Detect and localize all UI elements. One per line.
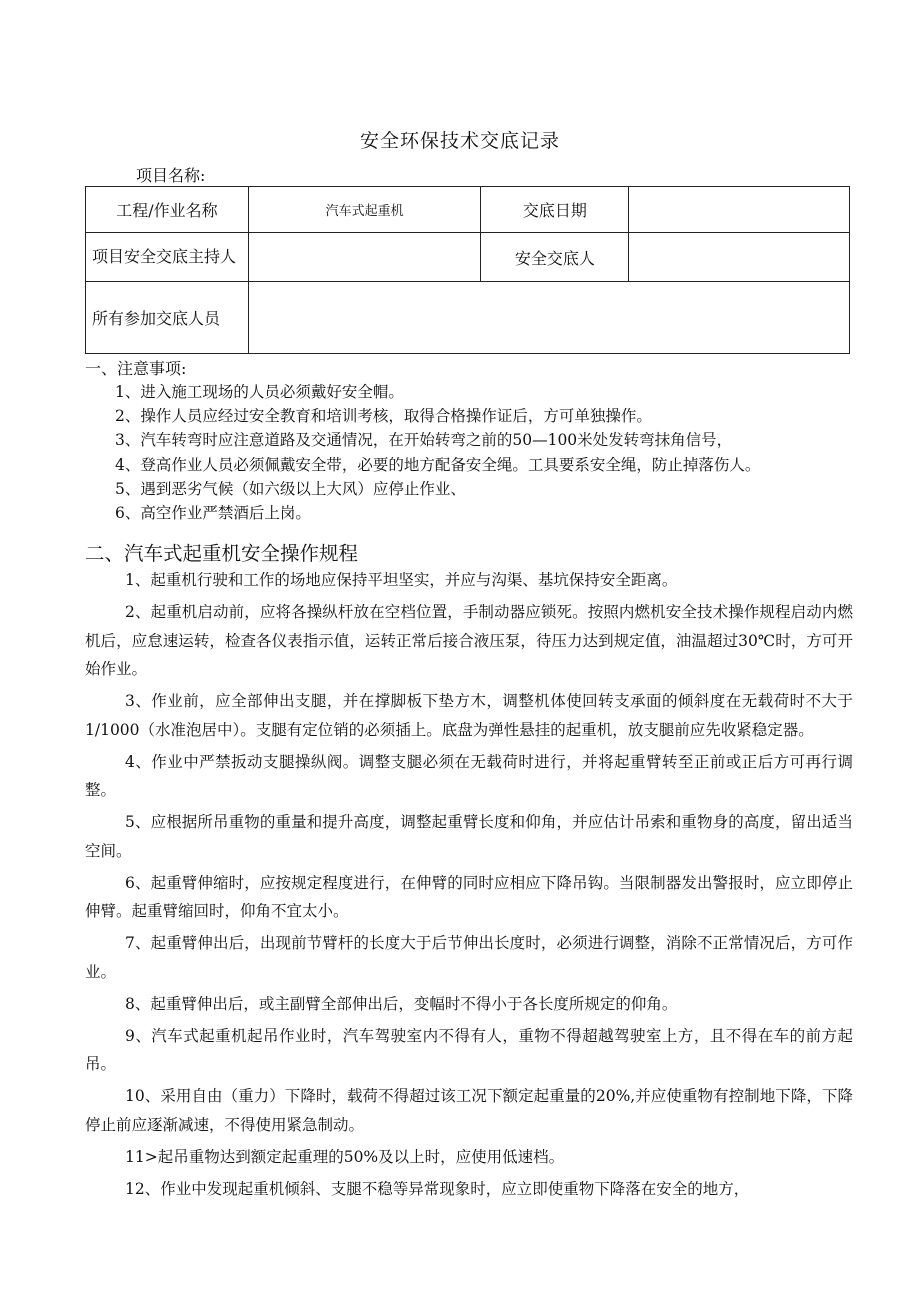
list-item: 12、作业中发现起重机倾斜、支腿不稳等异常现象时，应立即使重物下降落在安全的地方， (125, 1179, 750, 1198)
section2-heading: 二、汽车式起重机安全操作规程 (85, 542, 359, 565)
list-item: 2、起重机启动前，应将各操纵杆放在空档位置，手制动器应锁死。按照内燃机安全技术操作规程启动内燃机后，应怠速运转，检查各仪表指示值，运转正常后接合液压泵，待压力达到规定值，油温超过30℃时，方可开始作业。 (85, 603, 853, 678)
project-name-label: 项目名称: (136, 166, 206, 185)
participants-label: 所有参加交底人员 (86, 282, 249, 354)
list-item: 3、汽车转弯时应注意道路及交通情况，在开始转弯之前的50—100米处发转弯抹角信号， (115, 431, 733, 450)
list-item: 6、起重臂伸缩时，应按规定程度进行，在伸臂的同时应相应下降吊钩。当限制器发出警报时，应立即停止伸臂。起重臂缩回时，仰角不宜太小。 (85, 873, 853, 920)
section1-heading: 一、注意事项: (85, 359, 187, 378)
list-item: 10、采用自由（重力）下降时，载荷不得超过该工况下额定起重量的20%,并应使重物有控制地下降，下降停止前应逐渐减速，不得使用紧急制动。 (85, 1087, 853, 1134)
list-item: 1、起重机行驶和工作的场地应保持平坦坚实，并应与沟渠、基坑保持安全距离。 (125, 571, 678, 589)
presenter-label: 安全交底人 (481, 233, 629, 282)
list-item: 8、起重臂伸出后，或主副臂全部伸出后，变幅时不得小于各长度所规定的仰角。 (125, 994, 678, 1013)
date-value (629, 187, 850, 233)
list-item: 5、遇到恶劣气候（如六级以上大风）应停止作业、 (115, 479, 466, 498)
date-label: 交底日期 (481, 187, 629, 233)
page-title: 安全环保技术交底记录 (359, 130, 560, 152)
host-label: 项目安全交底主持人 (86, 233, 249, 282)
table-row (86, 187, 850, 233)
participants-value (248, 282, 849, 354)
list-item: 4、登高作业人员必须佩戴安全带，必要的地方配备安全绳。工具要系安全绳，防止掉落伤人。 (115, 455, 761, 474)
list-item: 2、操作人员应经过安全教育和培训考核，取得合格操作证后，方可单独操作。 (115, 407, 652, 426)
notes-list (85, 380, 853, 525)
list-item: 1、进入施工现场的人员必须戴好安全帽。 (115, 383, 404, 401)
info-table (85, 186, 850, 354)
table-row (86, 233, 850, 282)
list-item: 6、高空作业严禁酒后上岗。 (115, 503, 311, 522)
list-item: 4、作业中严禁扳动支腿操纵阀。调整支腿必须在无载荷时进行，并将起重臂转至正前或正后方可再行调整。 (85, 752, 853, 799)
list-item: 7、起重臂伸出后，出现前节臂杆的长度大于后节伸出长度时，必须进行调整，消除不正常情况后，方可作业。 (85, 934, 853, 981)
list-item: 11>起吊重物达到额定起重理的50%及以上时，应使用低速档。 (125, 1147, 565, 1166)
rules-list (85, 566, 853, 1207)
work-name-value: 汽车式起重机 (248, 187, 481, 233)
presenter-value (629, 233, 850, 282)
work-name-label: 工程/作业名称 (86, 187, 249, 233)
list-item: 9、汽车式起重机起吊作业时，汽车驾驶室内不得有人，重物不得超越驾驶室上方，且不得在车的前方起吊。 (85, 1026, 853, 1073)
table-row (86, 282, 850, 354)
list-item: 3、作业前，应全部伸出支腿，并在撑脚板下垫方木，调整机体使回转支承面的倾斜度在无载荷时不大于1/1000（水准泡居中）。支腿有定位销的必须插上。底盘为弹性悬挂的起重机，放支腿前应先收紧稳定器。 (85, 692, 853, 739)
host-value (248, 233, 481, 282)
list-item: 5、应根据所吊重物的重量和提升高度，调整起重臂长度和仰角，并应估计吊索和重物身的高度，留出适当空间。 (85, 813, 853, 860)
